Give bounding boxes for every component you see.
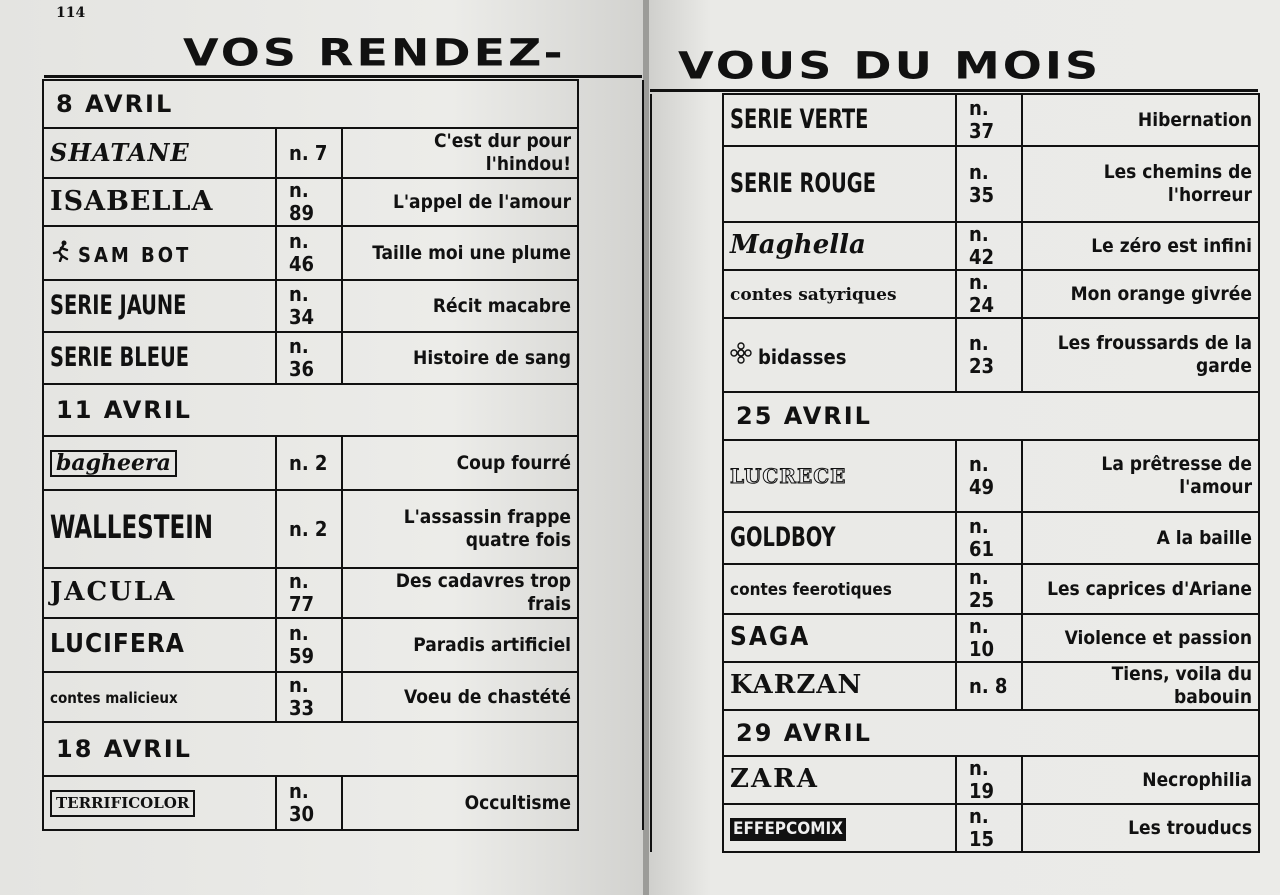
issue-number: n. 2 xyxy=(276,436,342,490)
issue-number: n. 46 xyxy=(276,226,342,280)
story-title: L'assassin frappe quatre fois xyxy=(342,490,578,568)
story-title: Coup fourré xyxy=(342,436,578,490)
story-title: Paradis artificiel xyxy=(342,618,578,672)
story-title: La prêtresse de l'amour xyxy=(1022,440,1259,512)
story-title: C'est dur pour l'hindou! xyxy=(342,128,578,178)
issue-number: n. 30 xyxy=(276,776,342,830)
table-row xyxy=(43,490,643,568)
table-row xyxy=(651,94,1259,146)
series-logo: WALLESTEIN xyxy=(50,507,214,546)
table-row xyxy=(651,564,1259,614)
story-title: Taille moi une plume xyxy=(342,226,578,280)
table-row xyxy=(651,440,1259,512)
issue-number: n. 49 xyxy=(956,440,1022,512)
series-logo: TERRIFICOLOR xyxy=(50,790,195,817)
table-row xyxy=(651,662,1259,710)
story-title: Voeu de chastété xyxy=(342,672,578,722)
series-logo: bidasses xyxy=(758,344,847,369)
table-row xyxy=(651,270,1259,318)
series-logo: bagheera xyxy=(50,450,177,477)
title-rule-right xyxy=(650,89,1258,92)
date-row xyxy=(651,710,1259,756)
table-row xyxy=(43,568,643,618)
series-logo: SAGA xyxy=(730,622,811,652)
issue-number: n. 34 xyxy=(276,280,342,332)
issue-number: n. 77 xyxy=(276,568,342,618)
story-title: Occultisme xyxy=(342,776,578,830)
table-row xyxy=(43,672,643,722)
issue-number: n. 33 xyxy=(276,672,342,722)
table-row xyxy=(651,318,1259,392)
issue-number: n. 19 xyxy=(956,756,1022,804)
table-row xyxy=(651,804,1259,852)
date-label: 8 AVRIL xyxy=(43,80,578,128)
series-logo: SHATANE xyxy=(50,137,190,167)
issue-number: n. 15 xyxy=(956,804,1022,852)
series-name: SERIE ROUGE xyxy=(730,167,876,199)
series-name: GOLDBOY xyxy=(730,521,836,553)
date-row xyxy=(43,722,643,776)
story-title: Les caprices d'Ariane xyxy=(1022,564,1259,614)
story-title: Des cadavres trop frais xyxy=(342,568,578,618)
page-number: 114 xyxy=(56,5,86,21)
issue-number: n. 59 xyxy=(276,618,342,672)
story-title: Les froussards de la garde xyxy=(1022,318,1259,392)
series-logo: LUCRECE xyxy=(730,463,847,488)
title-rule-left xyxy=(44,75,642,78)
issue-number: n. 2 xyxy=(276,490,342,568)
story-title: L'appel de l'amour xyxy=(342,178,578,226)
series-logo: contes malicieux xyxy=(50,688,178,707)
series-logo: ISABELLA xyxy=(50,185,214,217)
series-logo: LUCIFERA xyxy=(50,629,185,659)
table-row xyxy=(43,618,643,672)
series-name: SERIE JAUNE xyxy=(50,289,187,321)
date-label: 25 AVRIL xyxy=(723,392,1259,440)
table-row xyxy=(651,614,1259,662)
date-row xyxy=(43,384,643,436)
story-title: Les chemins de l'horreur xyxy=(1022,146,1259,222)
issue-number: n. 8 xyxy=(956,662,1022,710)
table-row xyxy=(651,756,1259,804)
story-title: Violence et passion xyxy=(1022,614,1259,662)
date-row xyxy=(43,80,643,128)
issue-number: n. 7 xyxy=(276,128,342,178)
table-row xyxy=(651,146,1259,222)
story-title: Récit macabre xyxy=(342,280,578,332)
schedule-table-right xyxy=(650,93,1260,853)
series-logo: SAM BOT xyxy=(78,242,192,267)
issue-number: n. 23 xyxy=(956,318,1022,392)
title-right: VOUS DU MOIS xyxy=(678,43,1102,88)
issue-number: n. 35 xyxy=(956,146,1022,222)
date-label: 18 AVRIL xyxy=(43,722,578,776)
title-left: VOS RENDEZ- xyxy=(183,30,566,75)
series-logo: contes satyriques xyxy=(730,284,897,305)
series-name: SERIE VERTE xyxy=(730,103,869,135)
story-title: Les trouducs xyxy=(1022,804,1259,852)
series-logo: Maghella xyxy=(730,230,866,260)
issue-number: n. 61 xyxy=(956,512,1022,564)
issue-number: n. 42 xyxy=(956,222,1022,270)
date-label: 11 AVRIL xyxy=(43,384,578,436)
issue-number: n. 24 xyxy=(956,270,1022,318)
blank-column xyxy=(651,392,723,852)
series-logo: EFFEPCOMIX xyxy=(730,818,846,841)
series-logo: KARZAN xyxy=(730,670,863,700)
series-logo: ZARA xyxy=(730,764,819,794)
issue-number: n. 25 xyxy=(956,564,1022,614)
story-title: Le zéro est infini xyxy=(1022,222,1259,270)
table-row xyxy=(651,222,1259,270)
story-title: Histoire de sang xyxy=(342,332,578,384)
table-row xyxy=(43,436,643,490)
running-man-icon xyxy=(50,240,72,267)
story-title: Necrophilia xyxy=(1022,756,1259,804)
story-title: Tiens, voila du babouin xyxy=(1022,662,1259,710)
date-row xyxy=(651,392,1259,440)
blank-column xyxy=(578,80,643,830)
story-title: Mon orange givrée xyxy=(1022,270,1259,318)
series-logo: JACULA xyxy=(50,577,177,607)
blank-column xyxy=(651,94,723,392)
issue-number: n. 10 xyxy=(956,614,1022,662)
series-name: SERIE BLEUE xyxy=(50,341,190,373)
issue-number: n. 37 xyxy=(956,94,1022,146)
table-row xyxy=(43,178,643,226)
series-logo: contes feerotiques xyxy=(730,579,892,600)
issue-number: n. 89 xyxy=(276,178,342,226)
table-row xyxy=(43,332,643,384)
table-row xyxy=(43,226,643,280)
table-row xyxy=(43,128,643,178)
table-row xyxy=(43,776,643,830)
table-row xyxy=(43,280,643,332)
table-row xyxy=(651,512,1259,564)
issue-number: n. 36 xyxy=(276,332,342,384)
schedule-table-left xyxy=(42,79,644,831)
flower-icon xyxy=(730,342,752,369)
story-title: Hibernation xyxy=(1022,94,1259,146)
story-title: A la baille xyxy=(1022,512,1259,564)
date-label: 29 AVRIL xyxy=(723,710,1259,756)
